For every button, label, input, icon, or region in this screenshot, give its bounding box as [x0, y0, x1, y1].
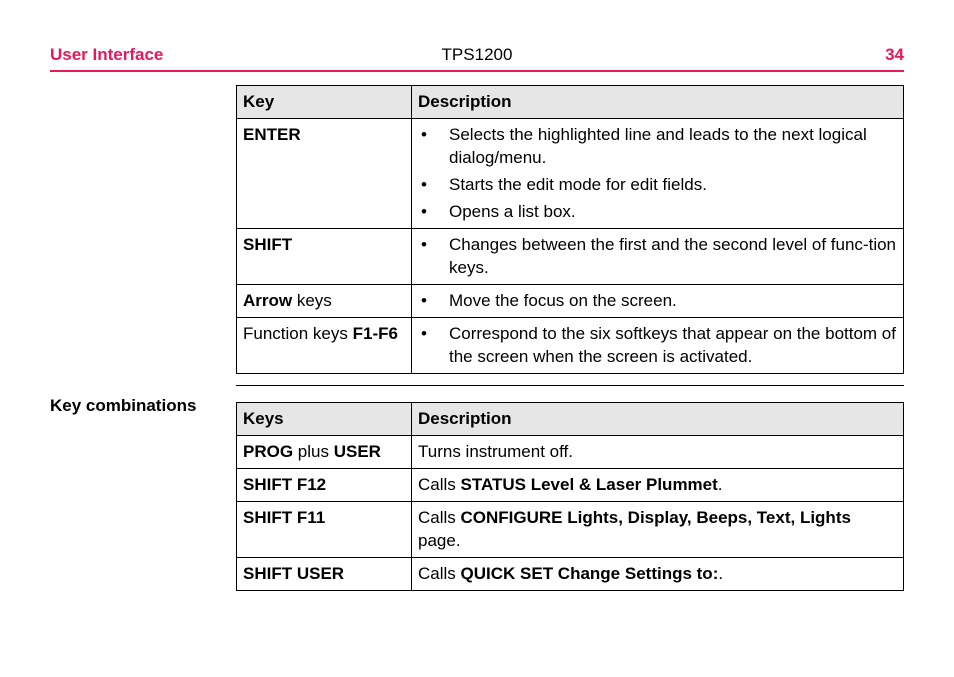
table-row	[237, 502, 904, 558]
description-cell	[412, 502, 904, 558]
page-number: 34	[885, 45, 904, 64]
side-heading: Key combinations	[50, 396, 197, 415]
key-joiner: plus	[293, 442, 334, 461]
desc-text: Calls	[418, 564, 461, 583]
list-item: • Changes between the first and the second level of func-tion keys.	[418, 233, 897, 279]
table-header-row	[237, 403, 904, 436]
table-row	[237, 469, 904, 502]
key-name: USER	[333, 442, 381, 461]
column-header-description: Description	[412, 403, 904, 436]
key-cell	[237, 436, 412, 469]
desc-tail: page.	[418, 531, 461, 550]
screen-name: STATUS Level & Laser Plummet	[460, 475, 718, 494]
key-cell	[237, 285, 412, 318]
section-title: User Interface	[50, 45, 164, 64]
desc-text: Calls	[418, 475, 461, 494]
description-cell	[412, 229, 904, 285]
column-header-key: Key	[237, 86, 412, 119]
description-cell	[412, 469, 904, 502]
list-item: • Move the focus on the screen.	[418, 289, 897, 312]
desc-tail: .	[718, 564, 724, 583]
desc-text: Calls	[418, 508, 461, 527]
column-header-keys: Keys	[237, 403, 412, 436]
section-divider	[236, 385, 904, 386]
product-name: TPS1200	[441, 45, 513, 64]
key-name: SHIFT	[243, 235, 293, 254]
header-rule	[50, 70, 904, 72]
key-cell	[237, 469, 412, 502]
key-name: SHIFT USER	[243, 564, 345, 583]
table-row	[237, 558, 904, 591]
key-cell	[237, 318, 412, 374]
table-row	[237, 229, 904, 285]
table-row	[237, 119, 904, 229]
table-row	[237, 318, 904, 374]
description-cell	[412, 119, 904, 229]
key-name: PROG	[243, 442, 294, 461]
key-name: F1-F6	[352, 324, 398, 343]
table-row	[237, 436, 904, 469]
desc-tail: .	[717, 475, 723, 494]
screen-name: QUICK SET Change Settings to:	[460, 564, 719, 583]
key-name: SHIFT F12	[243, 475, 327, 494]
key-name: ENTER	[243, 125, 301, 144]
description-cell	[412, 318, 904, 374]
list-item: • Correspond to the six softkeys that appear on the bottom of the screen when the screen is activated.	[418, 322, 897, 368]
key-name: SHIFT F11	[243, 508, 326, 527]
description-cell: Turns instrument off.	[412, 436, 904, 469]
key-cell	[237, 502, 412, 558]
key-name: Arrow	[243, 291, 293, 310]
column-header-description: Description	[412, 86, 904, 119]
key-combinations-table	[236, 402, 904, 591]
screen-name: CONFIGURE Lights, Display, Beeps, Text, Lights	[460, 508, 851, 527]
keys-table	[236, 85, 904, 374]
key-prefix: Function keys	[243, 324, 353, 343]
table-header-row	[237, 86, 904, 119]
list-item: • Starts the edit mode for edit fields.	[418, 173, 897, 196]
key-suffix: keys	[292, 291, 332, 310]
key-cell	[237, 558, 412, 591]
list-item: • Opens a list box.	[418, 200, 897, 223]
description-cell	[412, 285, 904, 318]
list-item: • Selects the highlighted line and leads to the next logical dialog/menu.	[418, 123, 897, 169]
table-row	[237, 285, 904, 318]
key-cell	[237, 229, 412, 285]
key-cell	[237, 119, 412, 229]
description-cell	[412, 558, 904, 591]
